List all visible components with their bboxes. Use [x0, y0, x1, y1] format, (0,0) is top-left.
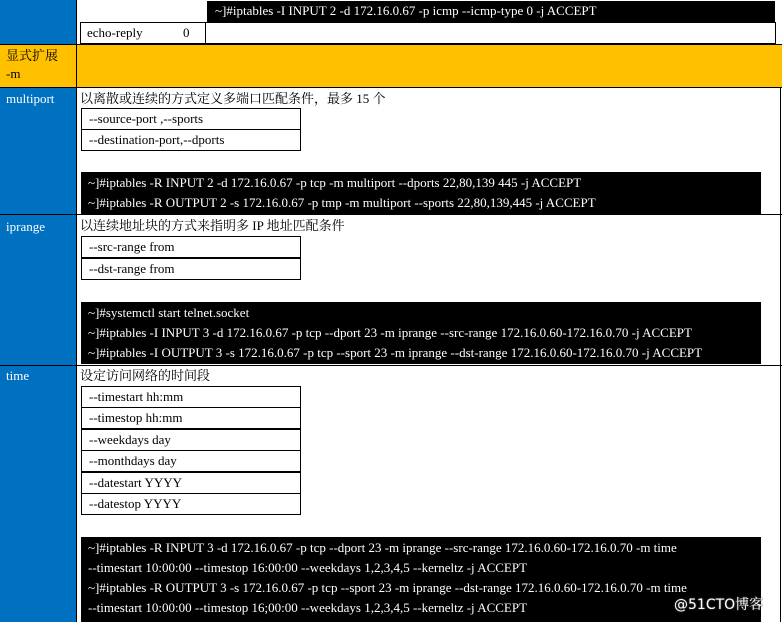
- command-line: ~]#iptables -R INPUT 2 -d 172.16.0.67 -p tcp -m multiport --dports 22,80,139 445 -j ACCEPT: [88, 175, 582, 190]
- multiport-option: --destination-port,--dports: [81, 129, 301, 151]
- section-option: -m: [6, 66, 21, 81]
- row-separator: [0, 365, 782, 366]
- row-separator: [0, 214, 782, 215]
- command-line: ~]#iptables -R INPUT 3 -d 172.16.0.67 -p tcp --dport 23 -m iprange --src-range 172.16.0.60-172.16.0.70 -m time: [88, 540, 677, 555]
- iprange-label: iprange: [6, 219, 45, 234]
- multiport-option: --source-port ,--sports: [81, 108, 301, 130]
- label-column: [0, 88, 76, 622]
- time-option: --datestart YYYY: [81, 472, 301, 494]
- iprange-description: 以连续地址块的方式来指明多 IP 地址匹配条件: [80, 218, 345, 233]
- column-divider: [76, 0, 77, 622]
- iprange-option: --src-range from: [81, 236, 301, 258]
- watermark: @51CTO博客: [674, 597, 764, 613]
- top-command-block: [207, 1, 775, 22]
- multiport-label: multiport: [6, 91, 55, 106]
- multiport-command-block: [81, 172, 761, 214]
- time-option: --timestart hh:mm: [81, 386, 301, 408]
- command-line: --timestart 10:00:00 --timestop 16:00:00 --weekdays 1,2,3,4,5 --kerneltz -j ACCEPT: [88, 560, 528, 575]
- time-command-block: [81, 537, 764, 622]
- time-option: --monthdays day: [81, 450, 301, 472]
- time-description: 设定访问网络的时间段: [80, 368, 211, 383]
- command-line: ~]#iptables -I OUTPUT 3 -s 172.16.0.67 -p tcp --sport 23 -m iprange --dst-range 172.16.0.60-172.16.0.70 -j ACCEPT: [88, 345, 703, 360]
- echo-reply-value: 0: [183, 25, 190, 40]
- iprange-command-block: [81, 302, 761, 364]
- command-line: ~]#iptables -I INPUT 3 -d 172.16.0.67 -p tcp --dport 23 -m iprange --src-range 172.16.0.60-172.16.0.70 -j ACCEPT: [88, 325, 692, 340]
- time-option: --datestop YYYY: [81, 493, 301, 515]
- time-label: time: [6, 368, 30, 383]
- iprange-option: --dst-range from: [81, 258, 301, 280]
- time-option: --timestop hh:mm: [81, 407, 301, 429]
- top-row-left-cell: [0, 0, 76, 44]
- echo-reply-table: [80, 22, 206, 44]
- echo-reply-right-cell: [205, 22, 776, 44]
- top-command-line: ~]#iptables -I INPUT 2 -d 172.16.0.67 -p icmp --icmp-type 0 -j ACCEPT: [215, 3, 597, 18]
- multiport-description: 以离散或连续的方式定义多端口匹配条件，最多 15 个: [80, 91, 386, 106]
- right-border: [780, 88, 781, 622]
- command-line: ~]#systemctl start telnet.socket: [88, 305, 250, 320]
- echo-reply-name: echo-reply: [87, 25, 143, 40]
- command-line: --timestart 10:00:00 --timestop 16;00:00 --weekdays 1,2,3,4,5 --kerneltz -j ACCEPT: [88, 600, 528, 615]
- command-line: ~]#iptables -R OUTPUT 3 -s 172.16.0.67 -p tcp --sport 23 -m iprange --dst-range 172.16.0.60-172.16.0.70 -m time: [88, 580, 687, 595]
- section-header: [0, 44, 782, 88]
- command-line: ~]#iptables -R OUTPUT 2 -s 172.16.0.67 -p tmp -m multiport --sports 22,80,139,445 -j ACCEPT: [88, 195, 596, 210]
- time-option: --weekdays day: [81, 429, 301, 451]
- section-title: 显式扩展: [6, 48, 59, 63]
